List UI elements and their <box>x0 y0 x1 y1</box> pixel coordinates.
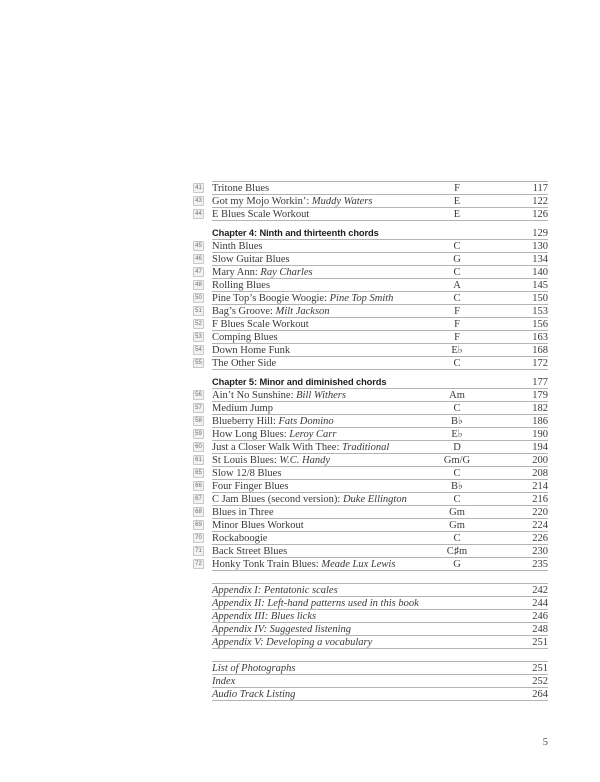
entry-title: Appendix IV: Suggested listening <box>212 623 351 635</box>
entry-page: 216 <box>532 493 548 505</box>
entry-page: 208 <box>532 467 548 479</box>
entry-page: 200 <box>532 454 548 466</box>
entry-title: Honky Tonk Train Blues: Meade Lux Lewis <box>212 558 396 570</box>
entry-title: The Other Side <box>212 357 277 369</box>
track-number-badge: 54 <box>193 345 204 355</box>
toc-row <box>195 428 548 441</box>
track-number-badge: 50 <box>193 293 204 303</box>
artist-name: Fats Domino <box>278 415 334 427</box>
entry-key: C <box>453 292 461 304</box>
entry-page: 226 <box>532 532 548 544</box>
entry-key: F <box>454 318 460 330</box>
page-number: 5 <box>542 737 548 748</box>
entry-title: Audio Track Listing <box>212 688 296 700</box>
toc-row <box>195 318 548 331</box>
toc-row <box>195 240 548 253</box>
entry-title: Ain’t No Sunshine: Bill Withers <box>212 389 346 401</box>
entry-page: 126 <box>532 208 548 220</box>
entry-title: Slow 12/8 Blues <box>212 467 282 479</box>
entry-title: Four Finger Blues <box>212 480 289 492</box>
entry-title: Appendix III: Blues licks <box>212 610 317 622</box>
entry-title: How Long Blues: Leroy Carr <box>212 428 337 440</box>
toc-row <box>195 441 548 454</box>
track-number-badge: 66 <box>193 481 204 491</box>
track-number-badge: 52 <box>193 319 204 329</box>
toc-row <box>212 675 548 688</box>
toc-row <box>195 208 548 221</box>
toc-row <box>212 584 548 597</box>
entry-title: Ninth Blues <box>212 240 263 252</box>
toc-row <box>195 493 548 506</box>
entry-page: 251 <box>532 636 548 648</box>
entry-title: Comping Blues <box>212 331 278 343</box>
entry-key: C <box>453 402 461 414</box>
entry-page: 172 <box>532 357 548 369</box>
entry-page: 235 <box>532 558 548 570</box>
toc-row <box>212 662 548 675</box>
entry-page: 190 <box>532 428 548 440</box>
entry-page: 156 <box>532 318 548 330</box>
entry-title: Mary Ann: Ray Charles <box>212 266 313 278</box>
entry-page: 150 <box>532 292 548 304</box>
toc-row <box>195 344 548 357</box>
entry-title: Appendix V: Developing a vocabulary <box>212 636 373 648</box>
entry-title: Chapter 4: Ninth and thirteenth chords <box>212 228 379 238</box>
toc-row <box>195 182 548 195</box>
entry-key: F <box>454 182 460 194</box>
artist-name: Muddy Waters <box>311 195 373 207</box>
entry-title: E Blues Scale Workout <box>212 208 310 220</box>
toc-row <box>195 467 548 480</box>
toc-row <box>212 370 548 389</box>
entry-title: F Blues Scale Workout <box>212 318 309 330</box>
entry-title: Medium Jump <box>212 402 273 414</box>
toc-row <box>195 292 548 305</box>
entry-title: Appendix I: Pentatonic scales <box>212 584 338 596</box>
entry-key: C♯m <box>446 545 468 557</box>
entry-page: 182 <box>532 402 548 414</box>
track-number-badge: 41 <box>193 183 204 193</box>
entry-page: 177 <box>532 376 548 388</box>
entry-page: 134 <box>532 253 548 265</box>
entry-key: C <box>453 357 461 369</box>
entry-page: 264 <box>532 688 548 700</box>
entry-page: 214 <box>532 480 548 492</box>
track-number-badge: 59 <box>193 429 204 439</box>
track-number-badge: 71 <box>193 546 204 556</box>
track-number-badge: 68 <box>193 507 204 517</box>
entry-key: A <box>453 279 461 291</box>
entry-key: Gm <box>449 506 465 518</box>
entry-title: Slow Guitar Blues <box>212 253 290 265</box>
toc-row <box>195 331 548 344</box>
entry-key: E♭ <box>451 429 463 440</box>
entry-page: 179 <box>532 389 548 401</box>
toc-row <box>195 305 548 318</box>
toc-row <box>195 532 548 545</box>
artist-name: Meade Lux Lewis <box>321 558 396 570</box>
table-of-contents <box>195 181 548 701</box>
toc-row <box>195 195 548 208</box>
toc-row <box>212 597 548 610</box>
track-number-badge: 69 <box>193 520 204 530</box>
track-number-badge: 48 <box>193 280 204 290</box>
entry-title: Blues in Three <box>212 506 274 518</box>
track-number-badge: 67 <box>193 494 204 504</box>
entry-page: 186 <box>532 415 548 427</box>
track-number-badge: 65 <box>193 468 204 478</box>
track-number-badge: 43 <box>193 196 204 206</box>
toc-row <box>195 389 548 402</box>
artist-name: Bill Withers <box>296 389 346 401</box>
entry-key: D <box>453 441 461 453</box>
entry-page: 129 <box>532 227 548 239</box>
entry-page: 246 <box>532 610 548 622</box>
entry-key: F <box>454 331 460 343</box>
toc-row <box>195 506 548 519</box>
entry-title: Rockaboogie <box>212 532 268 544</box>
toc-row <box>195 545 548 558</box>
toc-row <box>195 402 548 415</box>
entry-title: Got my Mojo Workin’: Muddy Waters <box>212 195 373 207</box>
entry-key: E <box>453 195 461 207</box>
entry-page: 194 <box>532 441 548 453</box>
entry-page: 145 <box>532 279 548 291</box>
track-number-badge: 51 <box>193 306 204 316</box>
entry-key: B♭ <box>451 481 463 492</box>
entry-title: C Jam Blues (second version): Duke Ellington <box>212 493 407 505</box>
track-number-badge: 58 <box>193 416 204 426</box>
entry-page: 140 <box>532 266 548 278</box>
track-number-badge: 70 <box>193 533 204 543</box>
entry-page: 117 <box>532 182 548 194</box>
artist-name: Traditional <box>341 441 390 453</box>
toc-row <box>195 415 548 428</box>
toc-row <box>212 221 548 240</box>
track-number-badge: 72 <box>193 559 204 569</box>
entry-page: 122 <box>532 195 548 207</box>
entry-key: B♭ <box>451 416 463 427</box>
toc-row <box>195 480 548 493</box>
entry-key: Am <box>449 389 465 401</box>
entry-title: Bag’s Groove: Milt Jackson <box>212 305 330 317</box>
entry-key: E <box>453 208 461 220</box>
entry-page: 220 <box>532 506 548 518</box>
track-number-badge: 44 <box>193 209 204 219</box>
toc-row <box>212 610 548 623</box>
entry-page: 252 <box>532 675 548 687</box>
artist-name: Duke Ellington <box>342 493 407 505</box>
entry-key: C <box>453 467 461 479</box>
entry-page: 244 <box>532 597 548 609</box>
track-number-badge: 60 <box>193 442 204 452</box>
entry-page: 168 <box>532 344 548 356</box>
entry-key: Gm/G <box>443 454 471 466</box>
entry-title: Back Street Blues <box>212 545 288 557</box>
entry-page: 224 <box>532 519 548 531</box>
artist-name: Pine Top Smith <box>329 292 394 304</box>
toc-row <box>212 688 548 701</box>
track-number-badge: 53 <box>193 332 204 342</box>
entry-key: C <box>453 493 461 505</box>
entry-page: 230 <box>532 545 548 557</box>
entry-key: C <box>453 266 461 278</box>
entry-title: St Louis Blues: W.C. Handy <box>212 454 331 466</box>
entry-key: E♭ <box>451 345 463 356</box>
entry-page: 153 <box>532 305 548 317</box>
entry-title: Blueberry Hill: Fats Domino <box>212 415 334 427</box>
entry-title: Just a Closer Walk With Thee: Traditional <box>212 441 390 453</box>
entry-page: 251 <box>532 662 548 674</box>
artist-name: Leroy Carr <box>289 428 337 440</box>
toc-group-appendices <box>212 583 548 649</box>
entry-title: List of Photographs <box>212 662 296 674</box>
track-number-badge: 55 <box>193 358 204 368</box>
toc-group-back-matter <box>212 661 548 701</box>
toc-row <box>212 636 548 649</box>
toc-row <box>195 357 548 370</box>
entry-page: 248 <box>532 623 548 635</box>
artist-name: Ray Charles <box>260 266 313 278</box>
entry-key: G <box>453 253 461 265</box>
toc-row <box>195 266 548 279</box>
entry-key: C <box>453 240 461 252</box>
track-number-badge: 47 <box>193 267 204 277</box>
entry-title: Chapter 5: Minor and diminished chords <box>212 377 387 387</box>
entry-title: Appendix II: Left-hand patterns used in this book <box>212 597 419 609</box>
toc-row <box>195 558 548 571</box>
entry-title: Down Home Funk <box>212 344 291 356</box>
entry-title: Pine Top’s Boogie Woogie: Pine Top Smith <box>212 292 394 304</box>
track-number-badge: 45 <box>193 241 204 251</box>
track-number-badge: 57 <box>193 403 204 413</box>
track-number-badge: 56 <box>193 390 204 400</box>
entry-key: G <box>453 558 461 570</box>
entry-key: C <box>453 532 461 544</box>
toc-row <box>212 623 548 636</box>
artist-name: Milt Jackson <box>275 305 330 317</box>
toc-row <box>195 519 548 532</box>
entry-key: Gm <box>449 519 465 531</box>
entry-title: Minor Blues Workout <box>212 519 304 531</box>
toc-row <box>195 454 548 467</box>
toc-row <box>195 253 548 266</box>
entry-title: Tritone Blues <box>212 182 270 194</box>
toc-row <box>195 279 548 292</box>
entry-page: 130 <box>532 240 548 252</box>
toc-group-tracks <box>195 181 548 571</box>
track-number-badge: 46 <box>193 254 204 264</box>
entry-title: Rolling Blues <box>212 279 271 291</box>
track-number-badge: 61 <box>193 455 204 465</box>
artist-name: W.C. Handy <box>279 454 331 466</box>
entry-title: Index <box>212 675 236 687</box>
entry-key: F <box>454 305 460 317</box>
entry-page: 242 <box>532 584 548 596</box>
entry-page: 163 <box>532 331 548 343</box>
